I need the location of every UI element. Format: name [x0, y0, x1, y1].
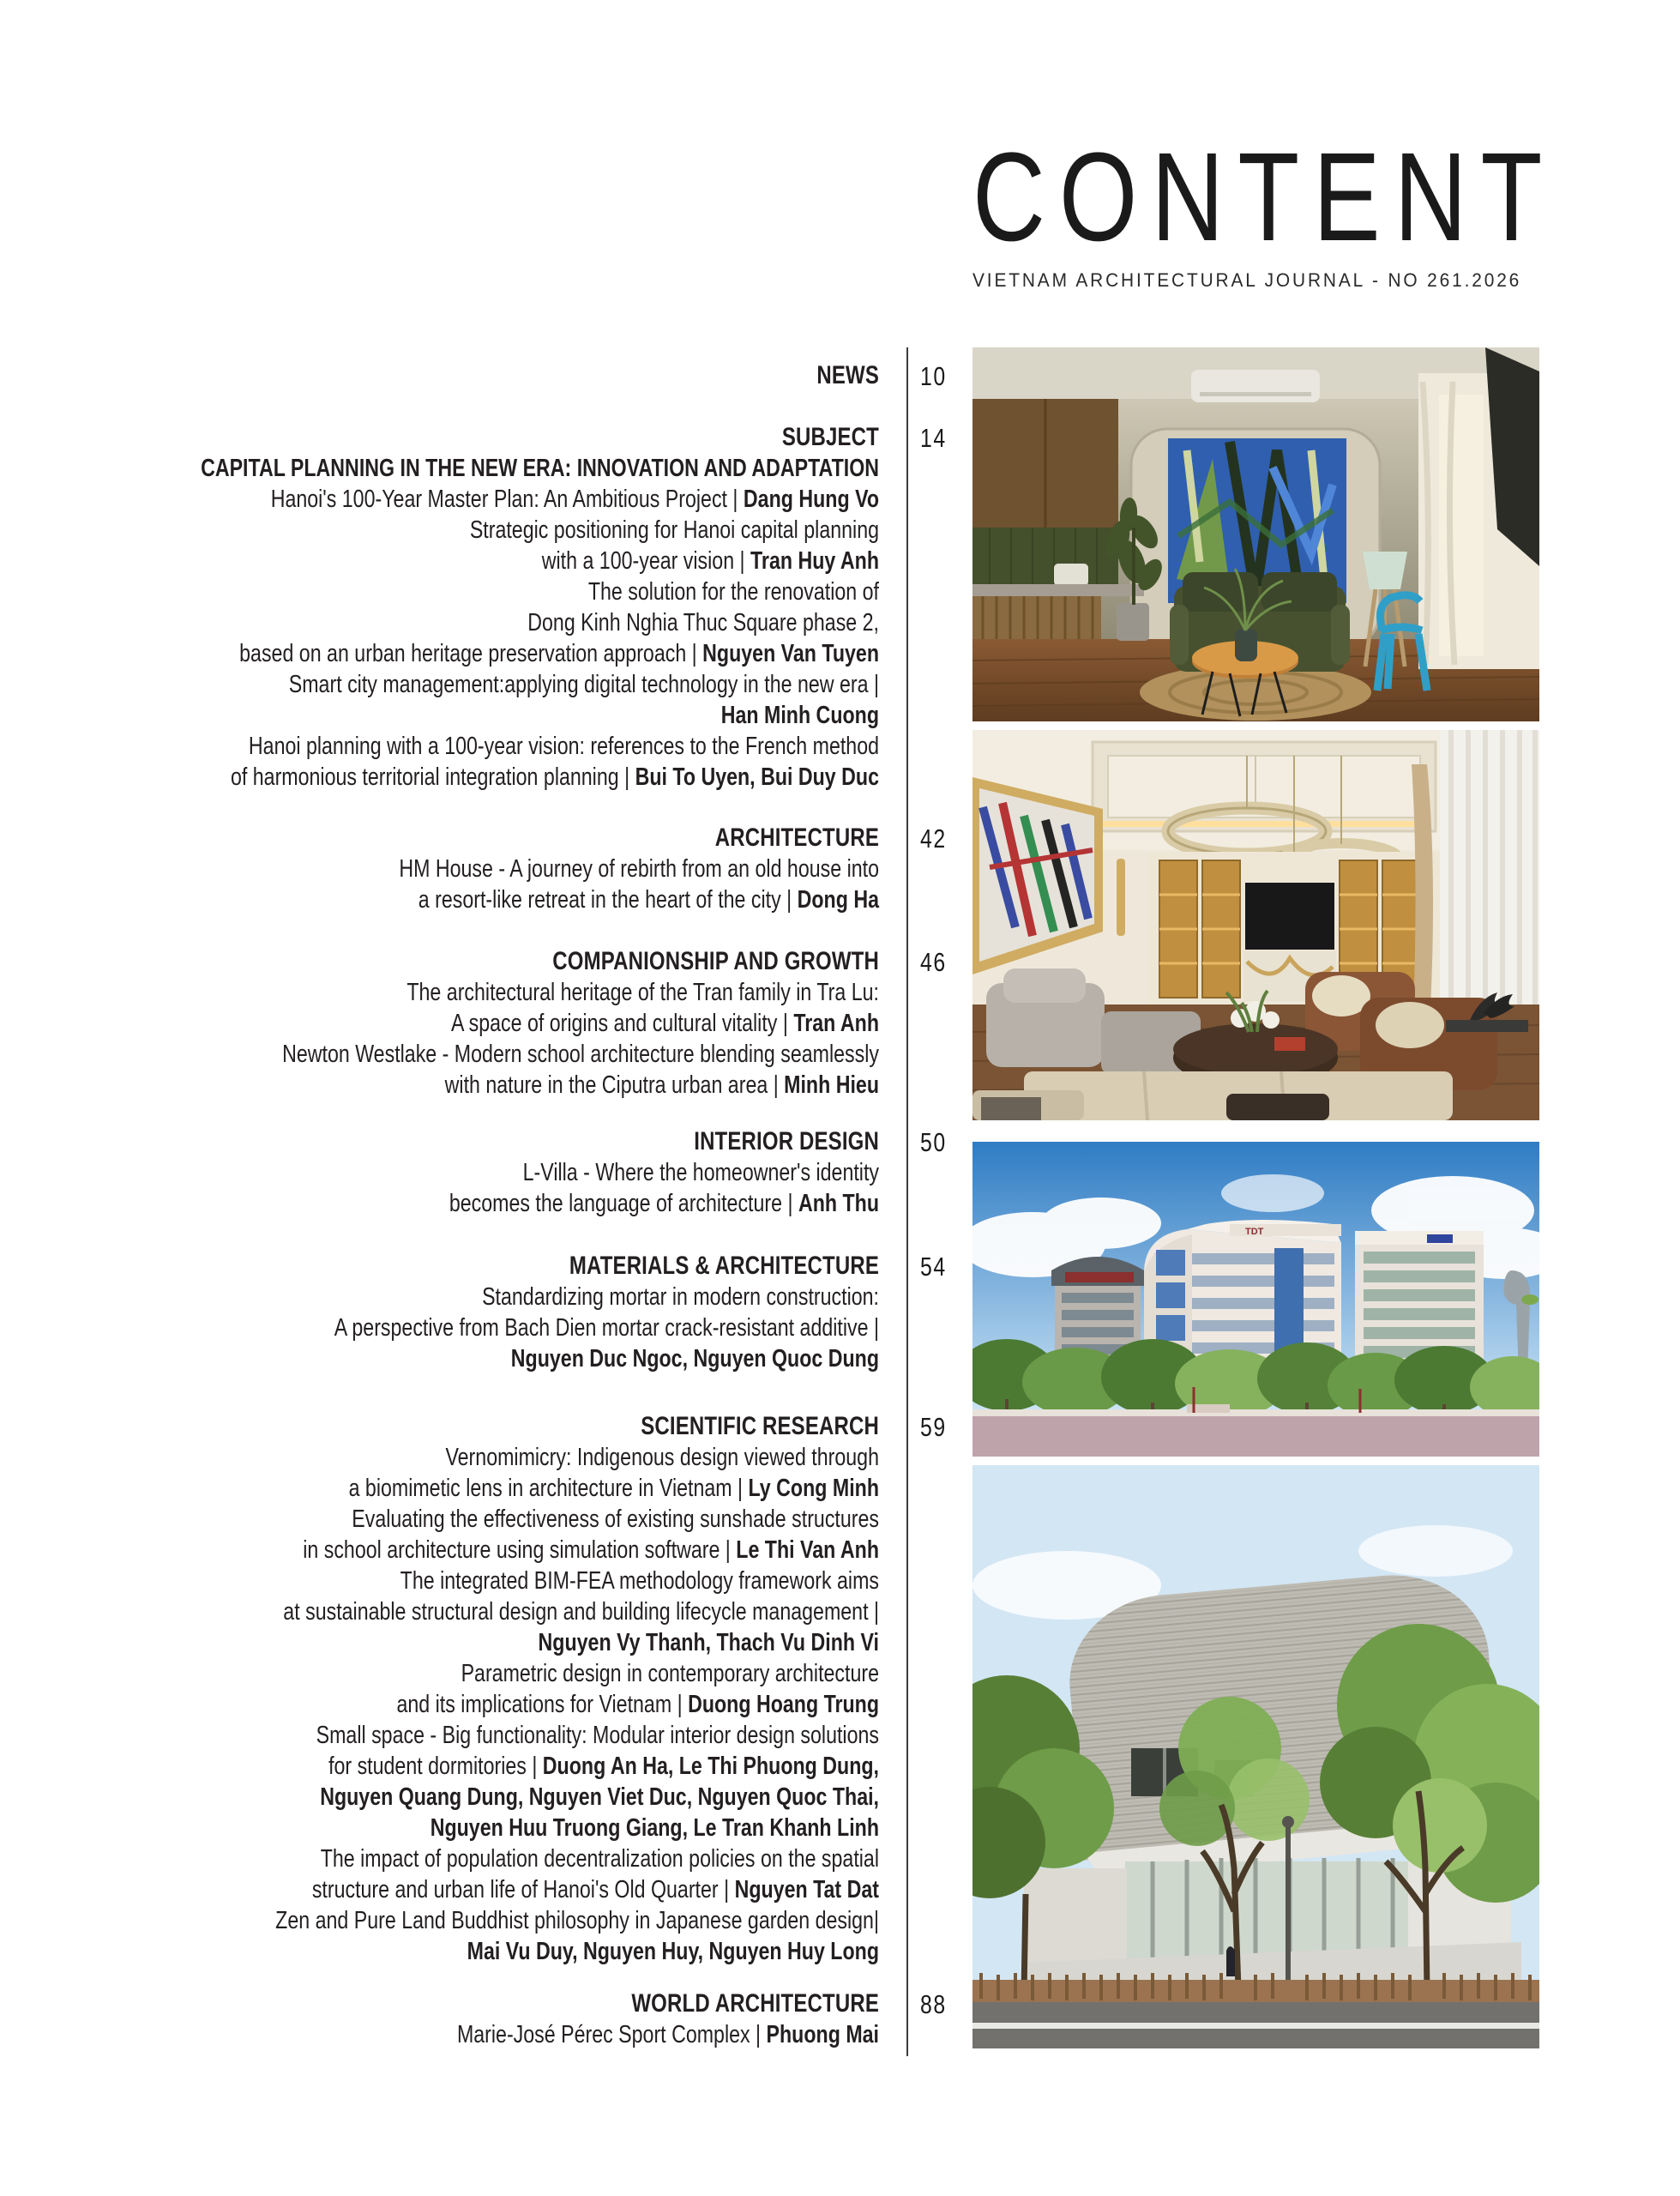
toc-line	[104, 1874, 879, 1905]
article-author: Bui To Uyen, Bui Duy Duc	[635, 763, 879, 791]
toc-section	[104, 1126, 947, 1219]
article-author: Minh Hieu	[784, 1071, 879, 1099]
toc-section	[104, 946, 947, 1101]
page-number: 59	[920, 1412, 947, 1442]
section-heading: WORLD ARCHITECTURE	[631, 1989, 879, 2018]
article-title: The integrated BIM-FEA methodology framework aims	[400, 1567, 879, 1595]
toc-line	[104, 1813, 879, 1843]
article-author: Ly Cong Minh	[748, 1475, 879, 1502]
article-title: becomes the language of architecture |	[449, 1190, 798, 1217]
toc-line	[104, 607, 879, 638]
article-title: Parametric design in contemporary architecture	[461, 1660, 879, 1687]
toc-line	[104, 1596, 879, 1627]
toc-line	[104, 1070, 879, 1101]
article-author: Han Minh Cuong	[720, 702, 879, 729]
article-author: Tran Anh	[793, 1010, 879, 1037]
toc-line	[104, 1473, 879, 1504]
toc-section	[104, 360, 947, 391]
article-title: in school architecture using simulation software |	[303, 1536, 737, 1564]
article-title: The solution for the renovation of	[587, 578, 879, 606]
section-heading: SUBJECT	[781, 423, 879, 451]
svg-text:TDT: TDT	[1245, 1227, 1264, 1237]
article-title: Hanoi planning with a 100-year vision: references to the French method	[248, 733, 880, 760]
article-author: Duong An Ha, Le Thi Phuong Dung,	[542, 1753, 879, 1780]
page-number: 54	[920, 1252, 947, 1282]
article-title: at sustainable structural design and building lifecycle management |	[283, 1598, 879, 1626]
photo-university-campus	[972, 1142, 1539, 1457]
article-title: Dong Kinh Nghia Thuc Square phase 2,	[527, 609, 879, 636]
page-number: 88	[920, 1989, 947, 2019]
page-number: 10	[920, 361, 947, 391]
toc-line	[104, 1282, 879, 1312]
article-author: Le Thi Van Anh	[736, 1536, 879, 1564]
page-header	[972, 127, 1557, 292]
toc-line	[104, 1188, 879, 1219]
article-author: Nguyen Quang Dung, Nguyen Viet Duc, Nguyen Quoc Thai,	[320, 1783, 879, 1811]
article-title: structure and urban life of Hanoi's Old Quarter |	[311, 1876, 735, 1903]
page-number: 50	[920, 1127, 947, 1157]
section-heading: COMPANIONSHIP AND GROWTH	[552, 947, 879, 975]
toc-section	[104, 823, 947, 915]
article-author: Mai Vu Duy, Nguyen Huy, Nguyen Huy Long	[467, 1938, 879, 1965]
article-title: and its implications for Vietnam |	[396, 1691, 689, 1718]
article-author: Dang Hung Vo	[743, 486, 879, 513]
article-title: with nature in the Ciputra urban area |	[444, 1071, 785, 1099]
article-author: Phuong Mai	[766, 2021, 879, 2048]
article-title: The architectural heritage of the Tran family in Tra Lu:	[406, 979, 879, 1006]
article-title: Newton Westlake - Modern school architecture blending seamlessly	[282, 1041, 880, 1068]
article-title: A perspective from Bach Dien mortar crack-resistant additive |	[334, 1314, 879, 1342]
toc-line	[104, 576, 879, 607]
toc-line	[104, 1905, 879, 1936]
toc-line	[104, 977, 879, 1008]
toc-line	[104, 515, 879, 546]
article-title: The impact of population decentralization policies on the spatial	[320, 1845, 879, 1873]
toc-section	[104, 1988, 947, 2050]
article-title: a resort-like retreat in the heart of the city |	[418, 886, 798, 914]
toc-line	[104, 1008, 879, 1039]
article-title: Small space - Big functionality: Modular interior design solutions	[316, 1722, 879, 1749]
toc-section	[104, 422, 947, 793]
toc-line	[104, 1720, 879, 1751]
section-heading: NEWS	[816, 361, 879, 389]
toc-line	[104, 1312, 879, 1343]
toc-line	[104, 1566, 879, 1596]
section-heading: INTERIOR DESIGN	[694, 1127, 879, 1155]
toc-line	[104, 638, 879, 669]
toc-line	[104, 453, 879, 484]
page-title: CONTENT	[972, 127, 1557, 268]
article-title: L-Villa - Where the homeowner's identity	[522, 1159, 879, 1186]
toc-line	[104, 669, 879, 700]
table-of-contents	[104, 360, 947, 2050]
article-title: of harmonious territorial integration planning |	[230, 763, 635, 791]
article-author: Anh Thu	[798, 1190, 879, 1217]
toc-line	[104, 762, 879, 793]
toc-line	[104, 1843, 879, 1874]
article-title: Hanoi's 100-Year Master Plan: An Ambitious Project |	[270, 486, 744, 513]
article-title: Vernomimicry: Indigenous design viewed through	[445, 1444, 879, 1471]
article-title: based on an urban heritage preservation approach |	[239, 640, 703, 667]
article-title: HM House - A journey of rebirth from an old house into	[399, 855, 879, 883]
toc-line	[104, 1658, 879, 1689]
article-author: Nguyen Vy Thanh, Thach Vu Dinh Vi	[538, 1629, 879, 1656]
page-subtitle: VIETNAM ARCHITECTURAL JOURNAL - NO 261.2026	[972, 269, 1522, 291]
article-author: Nguyen Van Tuyen	[702, 640, 879, 667]
toc-line	[104, 1689, 879, 1720]
photo-curved-brick-building	[972, 1465, 1539, 2048]
photo-luxury-living-room	[972, 730, 1539, 1120]
section-heading: SCIENTIFIC RESEARCH	[641, 1412, 879, 1440]
article-title: Smart city management:applying digital technology in the new era |	[288, 671, 879, 698]
page-number: 46	[920, 947, 947, 977]
article-author: Dong Ha	[797, 886, 879, 914]
photo-apartment-living-room	[972, 347, 1539, 721]
section-heading: ARCHITECTURE	[714, 824, 879, 852]
page-number: 14	[920, 423, 947, 453]
toc-line	[104, 1157, 879, 1188]
article-title: Strategic positioning for Hanoi capital planning	[469, 516, 879, 544]
article-title: Evaluating the effectiveness of existing sunshade structures	[352, 1505, 879, 1533]
toc-line	[104, 1039, 879, 1070]
toc-line	[104, 2019, 879, 2050]
page-number: 42	[920, 824, 947, 854]
toc-line	[104, 546, 879, 576]
article-author: Tran Huy Anh	[750, 547, 879, 575]
article-title: with a 100-year vision |	[541, 547, 751, 575]
article-title: A space of origins and cultural vitality |	[450, 1010, 794, 1037]
toc-line	[104, 1751, 879, 1782]
toc-line	[104, 884, 879, 915]
section-heading: MATERIALS & ARCHITECTURE	[569, 1252, 879, 1280]
toc-line	[104, 1535, 879, 1566]
toc-line	[104, 1442, 879, 1473]
article-title: for student dormitories |	[328, 1753, 543, 1780]
toc-line	[104, 1343, 879, 1374]
article-author: Nguyen Tat Dat	[734, 1876, 879, 1903]
toc-line	[104, 700, 879, 731]
toc-line	[104, 731, 879, 762]
toc-line	[104, 1782, 879, 1813]
article-title: Zen and Pure Land Buddhist philosophy in Japanese garden design|	[275, 1907, 880, 1934]
article-author: CAPITAL PLANNING IN THE NEW ERA: INNOVATION AND ADAPTATION	[201, 455, 879, 482]
toc-section	[104, 1251, 947, 1374]
toc-section	[104, 1411, 947, 1967]
toc-line	[104, 1504, 879, 1535]
divider-line	[906, 347, 908, 2056]
article-author: Nguyen Duc Ngoc, Nguyen Quoc Dung	[510, 1345, 879, 1372]
toc-line	[104, 1627, 879, 1658]
toc-line	[104, 854, 879, 884]
article-author: Duong Hoang Trung	[688, 1691, 879, 1718]
toc-line	[104, 484, 879, 515]
article-title: Standardizing mortar in modern construction:	[482, 1283, 879, 1311]
article-author: Nguyen Huu Truong Giang, Le Tran Khanh Linh	[430, 1814, 879, 1842]
toc-line	[104, 1936, 879, 1967]
article-title: Marie-José Pérec Sport Complex |	[456, 2021, 767, 2048]
article-title: a biomimetic lens in architecture in Vietnam |	[348, 1475, 749, 1502]
